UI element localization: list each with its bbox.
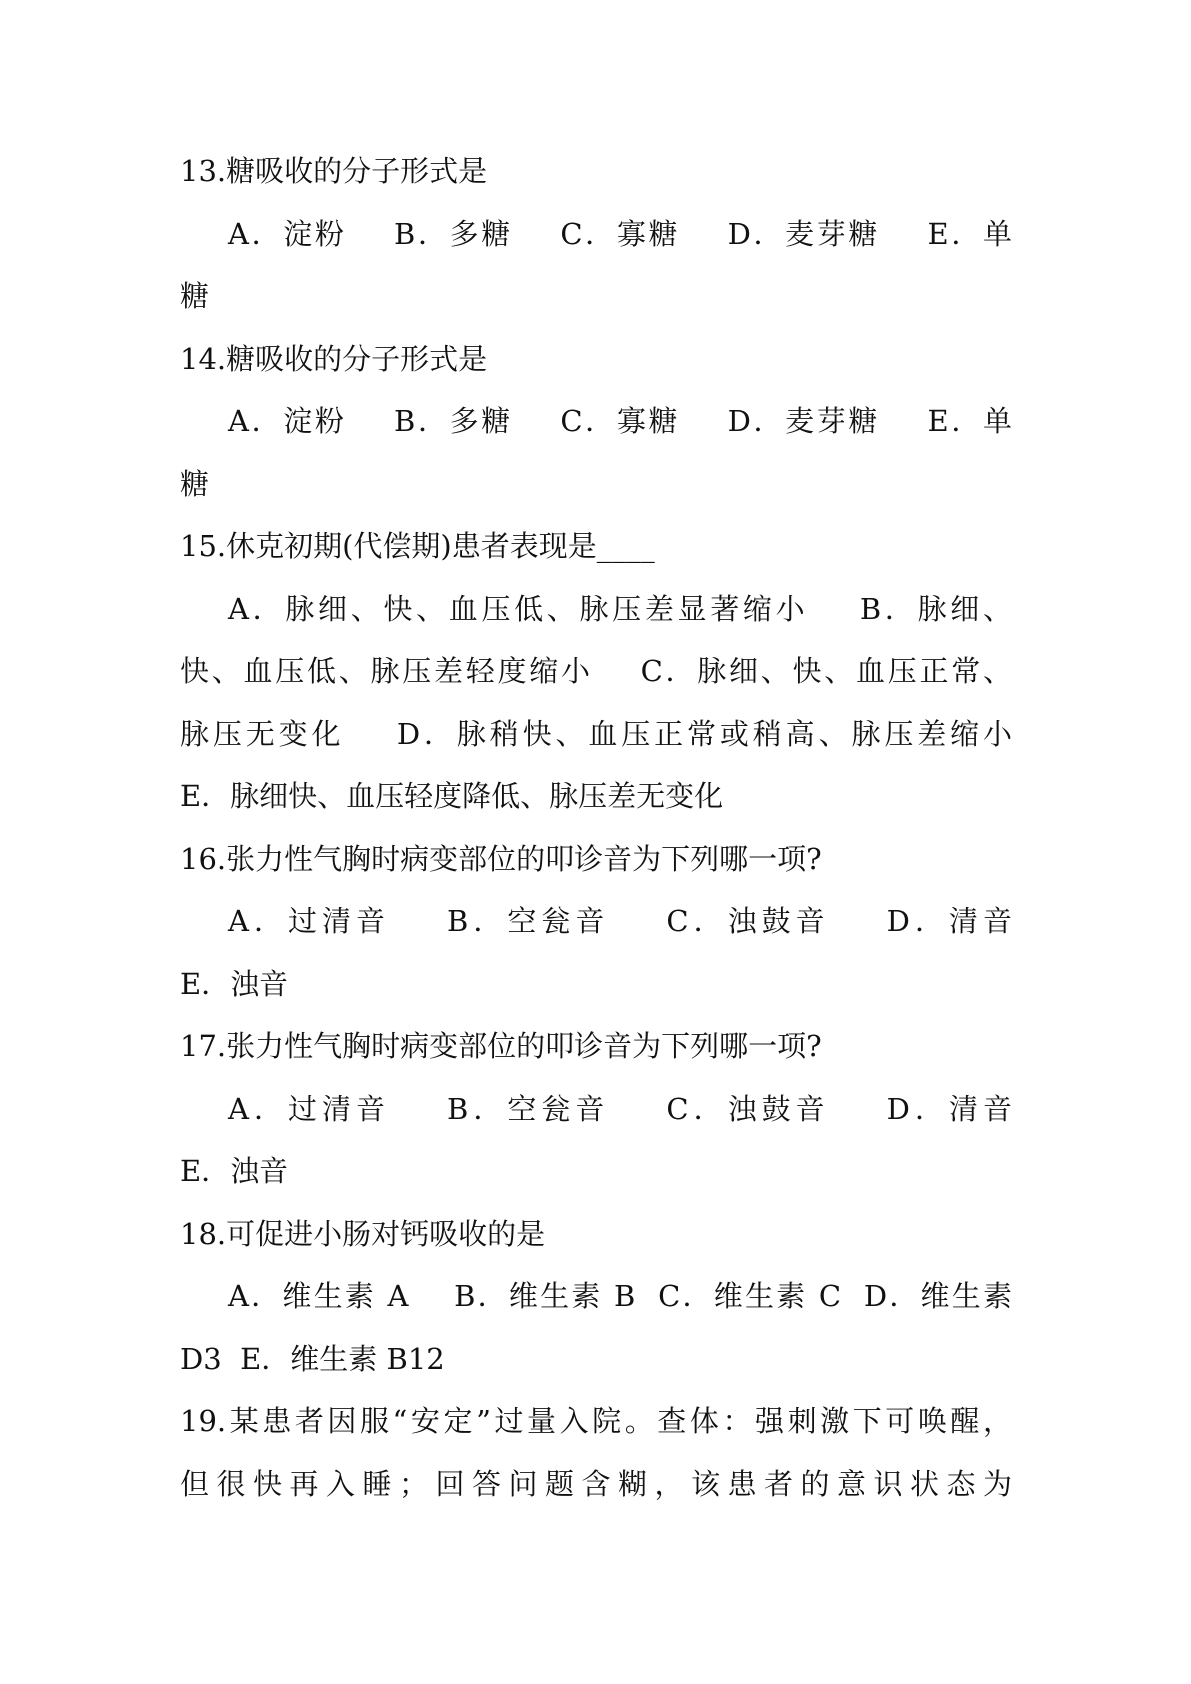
q15-options: A．脉细、快、血压低、脉压差显著缩小 B．脉细、 xyxy=(228,591,1012,626)
q17-stem: 17.张力性气胸时病变部位的叩诊音为下列哪一项? xyxy=(180,1029,822,1063)
q19-stem-cont: 但很快再入睡；回答问题含糊，该患者的意识状态为 xyxy=(180,1466,1012,1501)
q14-options: A．淀粉 B．多糖 C．寡糖 D．麦芽糖 E．单 xyxy=(228,404,1012,438)
q18-stem: 18.可促进小肠对钙吸收的是 xyxy=(180,1216,546,1251)
q15-options-cont-1: 快、血压低、脉压差轻度缩小 C．脉细、快、血压正常、 xyxy=(180,654,1012,688)
q15-options-cont-2: 脉压无变化 D．脉稍快、血压正常或稍高、脉压差缩小 xyxy=(180,716,1012,751)
question-list xyxy=(180,140,1012,1515)
q13-stem: 13.糖吸收的分子形式是 xyxy=(180,154,488,188)
q18-options: A．维生素 A B．维生素 B C．维生素 C D．维生素 xyxy=(228,1279,1012,1313)
q17-options: A．过清音 B．空瓮音 C．浊鼓音 D．清音 xyxy=(228,1091,1012,1126)
q14-stem: 14.糖吸收的分子形式是 xyxy=(180,341,488,376)
q16-options: A．过清音 B．空瓮音 C．浊鼓音 D．清音 xyxy=(228,904,1012,938)
q19-stem: 19.某患者因服“安定”过量入院。查体：强刺激下可唤醒， xyxy=(180,1404,1012,1438)
q16-stem: 16.张力性气胸时病变部位的叩诊音为下列哪一项? xyxy=(180,841,822,876)
q13-options-cont: 糖 xyxy=(180,279,210,313)
q14-options-cont: 糖 xyxy=(180,466,210,501)
q17-options-cont: E．浊音 xyxy=(180,1154,289,1188)
q18-options-cont: D3 E．维生素 B12 xyxy=(180,1341,445,1376)
q13-options: A．淀粉 B．多糖 C．寡糖 D．麦芽糖 E．单 xyxy=(228,216,1012,251)
q15-stem: 15.休克初期(代偿期)患者表现是____ xyxy=(180,529,655,563)
q15-options-cont-3: E．脉细快、血压轻度降低、脉压差无变化 xyxy=(180,779,724,813)
q16-options-cont: E．浊音 xyxy=(180,966,289,1001)
